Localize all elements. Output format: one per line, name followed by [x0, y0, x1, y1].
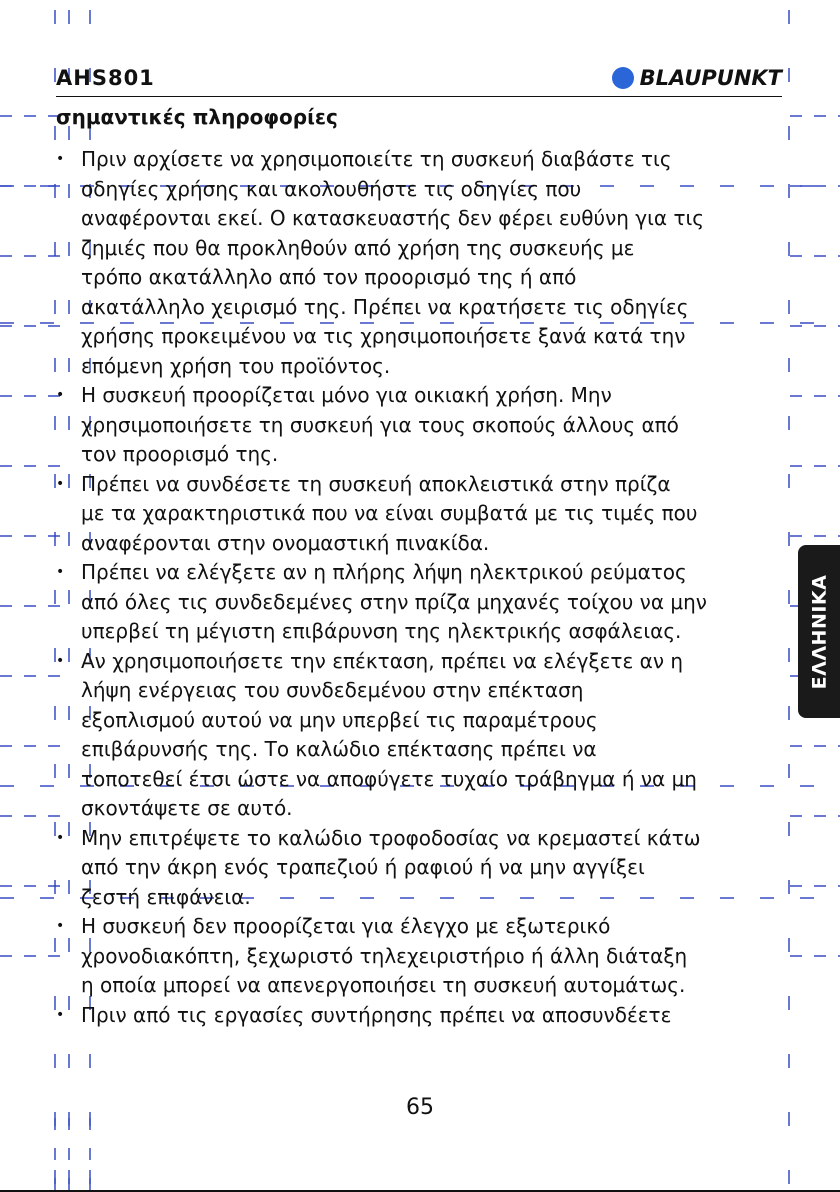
list-item-line: Η συσκευή προορίζεται μόνο για οικιακή χρήση. Μην: [81, 383, 612, 407]
list-item-line: Μην επιτρέψετε το καλώδιο τροφοδοσίας να κρεμαστεί κάτω: [81, 825, 701, 850]
bullet-marker: •: [56, 151, 65, 167]
bullet-marker: •: [56, 918, 65, 934]
list-item-line: από την άκρη ενός τραπεζιού ή ραφιού ή να μην αγγίξει: [81, 855, 645, 879]
list-item-line: Πρέπει να ελέγξετε αν η πλήρης λήψη ηλεκτρικού ρεύματος: [81, 560, 687, 584]
list-item-line: ζημιές που θα προκληθούν από χρήση της συσκευής με: [81, 235, 635, 260]
language-tab-label: ΕΛΛΗΝΙΚΑ: [808, 574, 831, 689]
page-header: [56, 66, 782, 97]
brand-dot-icon: [612, 67, 634, 89]
bullet-marker: •: [56, 829, 65, 846]
list-item-line: ακατάλληλο χειρισμό της. Πρέπει να κρατήσετε τις οδηγίες: [81, 294, 689, 319]
list-item-line: επιβάρυνσής της. Το καλώδιο επέκτασης πρέπει να: [81, 737, 597, 761]
list-item-line: χρησιμοποιήσετε τη συσκευή για τους σκοπούς άλλους από: [81, 412, 679, 437]
list-item-line: αναφέρονται στην ονομαστική πινακίδα.: [81, 530, 490, 555]
list-item-line: λήψη ενέργειας του συνδεδεμένου στην επέκταση: [81, 678, 584, 702]
list-item-line: αναφέρονται εκεί. Ο κατασκευαστής δεν φέρει ευθύνη για τις: [81, 206, 704, 230]
page-number: 65: [406, 1095, 434, 1120]
list-item-line: χρήσης προκειμένου να τις χρησιμοποιήσετε ξανά κατά την: [81, 324, 686, 348]
list-item-line: Πρέπει να συνδέσετε τη συσκευή αποκλειστικά στην πρίζα: [81, 471, 671, 496]
list-item-line: Πριν αρχίσετε να χρησιμοποιείτε τη συσκευή διαβάστε τις: [81, 147, 672, 171]
list-item-line: σκοντάψετε σε αυτό.: [81, 796, 293, 820]
list-item-line: επόμενη χρήση του προϊόντος.: [81, 353, 391, 378]
bullet-marker: •: [56, 564, 65, 580]
brand-name: BLAUPUNKT: [639, 66, 782, 90]
list-item-line: Αν χρησιμοποιήσετε την επέκταση, πρέπει να ελέγξετε αν η: [81, 648, 684, 673]
list-item-line: τοποτεθεί έτσι ώστε να αποφύγετε τυχαίο τράβηγμα ή να μη: [81, 766, 697, 791]
list-item: [56, 470, 786, 559]
bottom-rule: [0, 1190, 840, 1192]
list-item: [56, 647, 786, 824]
list-item-line: εξοπλισμού αυτού να μην υπερβεί τις παραμέτρους: [81, 707, 598, 732]
language-tab: [798, 545, 840, 718]
list-item-line: υπερβεί τη μέγιστη επιβάρυνση της ηλεκτρικής ασφάλειας.: [81, 619, 682, 643]
list-item: [56, 912, 786, 1001]
model-number: AHS801: [56, 66, 155, 90]
bullet-marker: •: [56, 1006, 65, 1023]
bullet-marker: •: [56, 652, 65, 669]
section-title: σημαντικές πληροφορίες: [56, 105, 338, 129]
list-item-line: ζεστή επιφάνεια.: [81, 884, 251, 909]
brand-logo: [612, 66, 782, 90]
bullet-marker: •: [56, 475, 65, 492]
list-item-line: με τα χαρακτηριστικά που να είναι συμβατά με τις τιμές που: [81, 501, 698, 525]
bullet-marker: •: [56, 387, 65, 403]
list-item: [56, 1001, 786, 1031]
list-item-line: τρόπο ακατάλληλο από τον προορισμό της ή από: [81, 265, 577, 289]
list-item-line: τον προορισμό της.: [81, 442, 279, 466]
list-item-line: χρονοδιακόπτη, ξεχωριστό τηλεχειριστήριο ή άλλη διάταξη: [81, 943, 688, 968]
list-item-line: οδηγίες χρήσης και ακολουθήστε τις οδηγίες που: [81, 176, 582, 201]
list-item: [56, 558, 786, 647]
list-item-line: η οποία μπορεί να απενεργοποιήσει τη συσκευή αυτομάτως.: [81, 973, 686, 997]
list-item-line: Η συσκευή δεν προορίζεται για έλεγχο με εξωτερικό: [81, 914, 611, 938]
list-item: [56, 145, 786, 381]
list-item-line: Πριν από τις εργασίες συντήρησης πρέπει να αποσυνδέετε: [81, 1002, 672, 1027]
list-item-line: από όλες τις συνδεδεμένες στην πρίζα μηχανές τοίχου να μην: [81, 589, 707, 614]
list-item: [56, 824, 786, 913]
instruction-list: [56, 145, 786, 1030]
list-item: [56, 381, 786, 470]
